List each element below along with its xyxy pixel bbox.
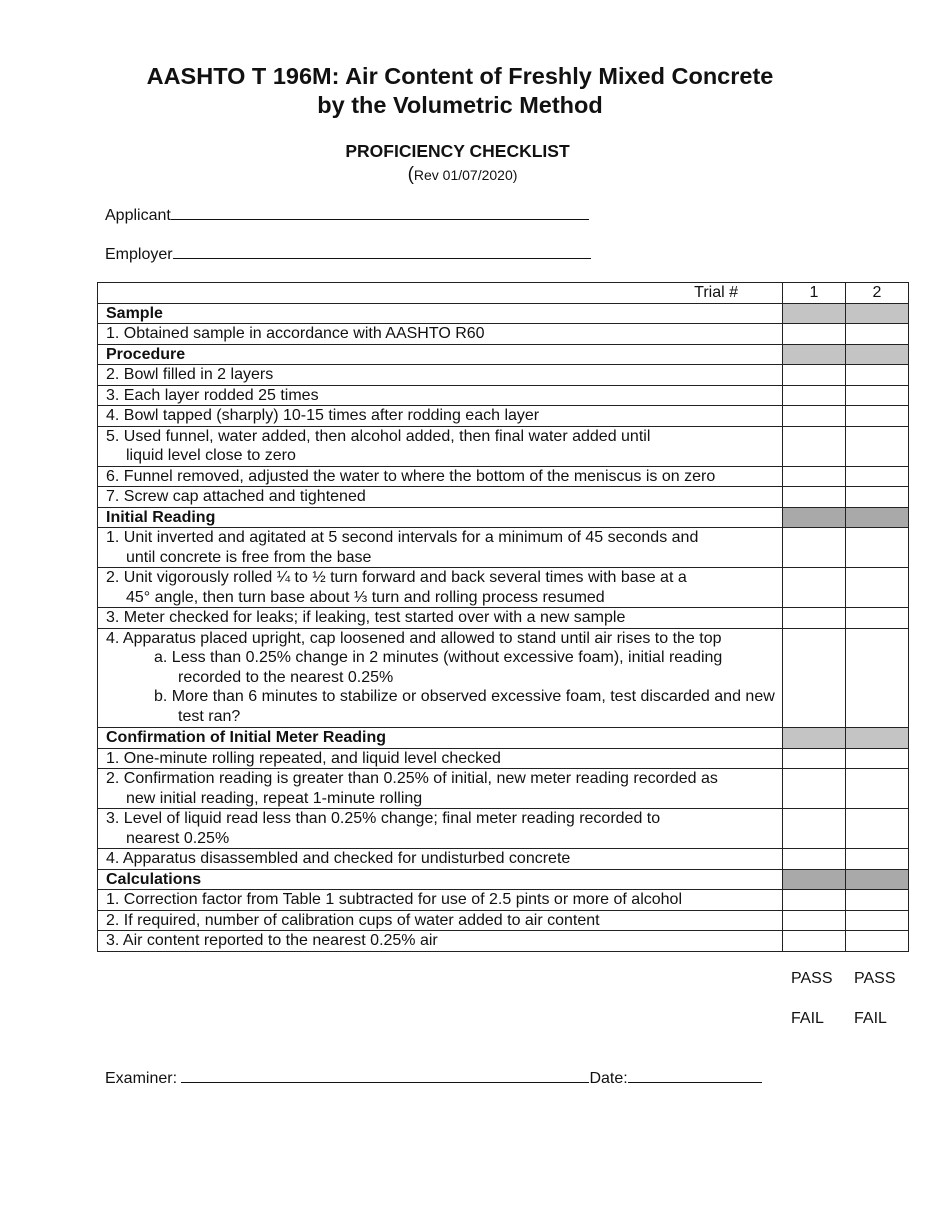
section-heading: Sample <box>98 303 783 324</box>
step-text: 7. Screw cap attached and tightened <box>98 487 783 508</box>
step-text: 2. If required, number of calibration cups of water added to air content <box>98 910 783 931</box>
trial-2-cell[interactable] <box>846 528 909 568</box>
table-row <box>98 809 909 849</box>
trial-1-cell[interactable] <box>783 931 846 952</box>
trial-2-header: 2 <box>846 283 909 304</box>
step-text <box>98 769 783 809</box>
step-line-cont: liquid level close to zero <box>126 447 296 464</box>
step-text <box>98 426 783 466</box>
shaded-cell <box>783 507 846 528</box>
trial-1-cell[interactable] <box>783 406 846 427</box>
title-line-2: by the Volumetric Method <box>317 92 603 118</box>
trial-1-cell[interactable] <box>783 487 846 508</box>
sub-step-b: b. More than 6 minutes to stabilize or observed excessive foam, test discarded and new test ran? <box>154 688 775 725</box>
step-line: 2. Unit vigorously rolled ¼ to ½ turn forward and back several times with base at a <box>106 569 687 586</box>
step-text: 1. Correction factor from Table 1 subtracted for use of 2.5 pints or more of alcohol <box>98 890 783 911</box>
section-heading: Procedure <box>98 344 783 365</box>
document-title <box>0 62 920 120</box>
shaded-cell <box>783 303 846 324</box>
table-row <box>98 769 909 809</box>
step-text <box>98 809 783 849</box>
trial-1-cell[interactable] <box>783 466 846 487</box>
table-row <box>98 931 909 952</box>
trial-2-cell[interactable] <box>846 568 909 608</box>
table-row <box>98 628 909 728</box>
trial-2-cell[interactable] <box>846 748 909 769</box>
section-heading: Initial Reading <box>98 507 783 528</box>
trial-header-row <box>98 283 909 304</box>
section-procedure <box>98 344 909 365</box>
step-text: 4. Bowl tapped (sharply) 10-15 times after rodding each layer <box>98 406 783 427</box>
shaded-cell <box>783 869 846 890</box>
trial-1-cell[interactable] <box>783 385 846 406</box>
checklist-subtitle: PROFICIENCY CHECKLIST <box>345 141 570 161</box>
step-line: 1. Unit inverted and agitated at 5 second intervals for a minimum of 45 seconds and <box>106 529 699 546</box>
trial-2-cell[interactable] <box>846 426 909 466</box>
table-row <box>98 406 909 427</box>
shaded-cell <box>783 728 846 749</box>
trial-1-cell[interactable] <box>783 769 846 809</box>
step-line-cont: 45° angle, then turn base about ⅓ turn and rolling process resumed <box>126 588 605 606</box>
applicant-field[interactable] <box>105 205 589 225</box>
revision-date: (Rev 01/07/2020) <box>407 164 518 185</box>
step-text: 1. Obtained sample in accordance with AASHTO R60 <box>98 324 783 345</box>
applicant-label: Applicant <box>105 207 171 224</box>
step-text: 1. One-minute rolling repeated, and liquid level checked <box>98 748 783 769</box>
step-text: 3. Each layer rodded 25 times <box>98 385 783 406</box>
employer-line[interactable] <box>173 244 591 259</box>
date-label: Date: <box>589 1070 628 1087</box>
trial-2-cell[interactable] <box>846 910 909 931</box>
table-row <box>98 528 909 568</box>
shaded-cell <box>846 303 909 324</box>
trial-1-cell[interactable] <box>783 568 846 608</box>
step-text: 4. Apparatus disassembled and checked for undisturbed concrete <box>98 849 783 870</box>
pass-trial-2[interactable]: PASS <box>854 970 896 987</box>
table-row <box>98 910 909 931</box>
trial-1-cell[interactable] <box>783 849 846 870</box>
step-line-cont: new initial reading, repeat 1-minute rolling <box>126 789 423 807</box>
step-line: 4. Apparatus placed upright, cap loosened and allowed to stand until air rises to the top <box>106 629 722 647</box>
applicant-line[interactable] <box>171 205 589 220</box>
table-row <box>98 748 909 769</box>
table-row <box>98 608 909 629</box>
section-heading: Calculations <box>98 869 783 890</box>
employer-label: Employer <box>105 246 173 263</box>
trial-1-cell[interactable] <box>783 324 846 345</box>
shaded-cell <box>846 507 909 528</box>
section-initial-reading <box>98 507 909 528</box>
step-text <box>98 568 783 608</box>
step-line-cont: until concrete is free from the base <box>126 548 372 566</box>
trial-1-cell[interactable] <box>783 628 846 728</box>
signature-row <box>105 1068 762 1088</box>
trial-1-cell[interactable] <box>783 890 846 911</box>
table-row <box>98 365 909 386</box>
step-line: 3. Level of liquid read less than 0.25% change; final meter reading recorded to <box>106 810 661 827</box>
section-calculations <box>98 869 909 890</box>
shaded-cell <box>846 344 909 365</box>
table-row <box>98 568 909 608</box>
step-text: 2. Bowl filled in 2 layers <box>98 365 783 386</box>
step-text: 3. Meter checked for leaks; if leaking, test started over with a new sample <box>98 608 783 629</box>
trial-1-cell[interactable] <box>783 809 846 849</box>
trial-1-cell[interactable] <box>783 365 846 386</box>
section-heading: Confirmation of Initial Meter Reading <box>98 728 783 749</box>
step-line: 5. Used funnel, water added, then alcohol added, then final water added until <box>106 427 651 445</box>
table-row <box>98 426 909 466</box>
trial-1-cell[interactable] <box>783 748 846 769</box>
checklist-table <box>97 282 909 952</box>
trial-1-cell[interactable] <box>783 426 846 466</box>
shaded-cell <box>846 869 909 890</box>
employer-field[interactable] <box>105 244 591 264</box>
pass-trial-1[interactable]: PASS <box>791 970 833 987</box>
fail-trial-1[interactable]: FAIL <box>791 1010 824 1027</box>
table-row <box>98 385 909 406</box>
trial-2-cell[interactable] <box>846 931 909 952</box>
step-line-cont: nearest 0.25% <box>126 829 230 847</box>
table-row <box>98 487 909 508</box>
section-confirmation <box>98 728 909 749</box>
trial-2-cell[interactable] <box>846 608 909 629</box>
table-row <box>98 324 909 345</box>
trial-2-cell[interactable] <box>846 406 909 427</box>
trial-1-header: 1 <box>783 283 846 304</box>
trial-2-cell[interactable] <box>846 324 909 345</box>
trial-2-cell[interactable] <box>846 487 909 508</box>
table-row <box>98 466 909 487</box>
examiner-label: Examiner: <box>105 1070 182 1087</box>
examiner-line[interactable] <box>181 1068 589 1083</box>
step-text: 6. Funnel removed, adjusted the water to where the bottom of the meniscus is on zero <box>98 466 783 487</box>
table-row <box>98 890 909 911</box>
shaded-cell <box>783 344 846 365</box>
trial-2-cell[interactable] <box>846 809 909 849</box>
revision-text: Rev 01/07/2020) <box>413 167 518 183</box>
step-text <box>98 628 783 728</box>
trial-2-cell[interactable] <box>846 466 909 487</box>
step-text: 3. Air content reported to the nearest 0.25% air <box>98 931 783 952</box>
fail-trial-2[interactable]: FAIL <box>854 1010 887 1027</box>
trial-1-cell[interactable] <box>783 608 846 629</box>
title-line-1: AASHTO T 196M: Air Content of Freshly Mixed Concrete <box>146 63 774 89</box>
shaded-cell <box>846 728 909 749</box>
step-text <box>98 528 783 568</box>
trial-1-cell[interactable] <box>783 528 846 568</box>
table-row <box>98 849 909 870</box>
trial-2-cell[interactable] <box>846 628 909 728</box>
step-line: 2. Confirmation reading is greater than 0.25% of initial, new meter reading recorded as <box>106 770 718 787</box>
trial-1-cell[interactable] <box>783 910 846 931</box>
trial-2-cell[interactable] <box>846 365 909 386</box>
trial-2-cell[interactable] <box>846 849 909 870</box>
date-line[interactable] <box>628 1068 762 1083</box>
trial-label: Trial # <box>98 283 783 304</box>
trial-2-cell[interactable] <box>846 385 909 406</box>
section-sample <box>98 303 909 324</box>
trial-2-cell[interactable] <box>846 769 909 809</box>
trial-2-cell[interactable] <box>846 890 909 911</box>
sub-step-a: a. Less than 0.25% change in 2 minutes (without excessive foam), initial reading recorded to the nearest 0.25% <box>154 649 723 686</box>
